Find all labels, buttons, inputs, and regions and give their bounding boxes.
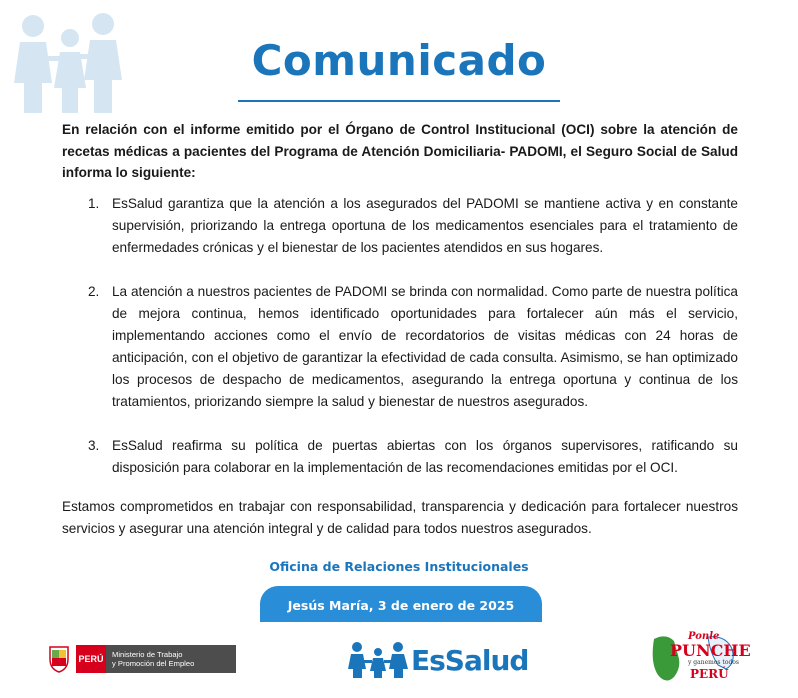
punche-sub: y ganemos todos bbox=[688, 659, 739, 666]
essalud-family-icon bbox=[347, 641, 409, 679]
ministry-logo bbox=[48, 644, 236, 674]
list-item-text: La atención a nuestros pacientes de PADOMI se brinda con normalidad. Como parte de nuestra política de mejora continua, hemos identificado oportunidades para fortalecer aún más el servicio, implementando acciones como el envío de recordatorios de visitas médicas con 24 horas de anticipación, con el objetivo de garantizar la efectividad de cada consulta. Asimismo, se han optimizado los procesos de despacho de medicamentos, asegurando la entrega oportuna y continua de los tratamientos, priorizando siempre la salud y bienestar de nuestros asegurados. bbox=[112, 284, 738, 409]
numbered-list bbox=[62, 193, 738, 501]
title-underline bbox=[238, 100, 560, 102]
essalud-wordmark: EsSalud bbox=[411, 643, 529, 677]
list-item bbox=[62, 281, 738, 413]
date-band: Jesús María, 3 de enero de 2025 bbox=[260, 586, 542, 622]
list-item-number: 3. bbox=[88, 438, 100, 453]
list-item-number: 1. bbox=[88, 196, 100, 211]
closing-paragraph: Estamos comprometidos en trabajar con responsabilidad, transparencia y dedicación para fortalecer nuestros servicios y asegurar una atención integral y de calidad para todos nuestros asegurados. bbox=[62, 499, 738, 536]
list-item bbox=[62, 435, 738, 479]
punche-main: PUNCHE bbox=[670, 641, 751, 660]
list-item-number: 2. bbox=[88, 284, 100, 299]
page-title: Comunicado bbox=[251, 36, 547, 85]
ministry-line-1: Ministerio de Trabajo bbox=[112, 650, 183, 659]
essalud-logo bbox=[347, 641, 528, 679]
list-item-text: EsSalud reafirma su política de puertas abiertas con los órganos supervisores, ratificando su disposición para colaborar en la implementación de las recomendaciones emitidas por el OCI. bbox=[112, 438, 738, 475]
intro-paragraph: En relación con el informe emitido por el Órgano de Control Institucional (OCI) sobre la atención de recetas médicas a pacientes del Programa de Atención Domiciliaria- PADOMI, el Seguro Social de Salud informa lo siguiente: bbox=[62, 122, 738, 180]
ministry-name bbox=[106, 645, 236, 673]
ministry-line-2: y Promoción del Empleo bbox=[112, 659, 195, 668]
punche-bottom: PERÚ bbox=[690, 667, 729, 681]
office-name: Oficina de Relaciones Institucionales bbox=[269, 559, 529, 574]
punche-top: Ponle bbox=[688, 631, 720, 642]
peru-shield-icon bbox=[48, 645, 70, 673]
list-item-text: EsSalud garantiza que la atención a los asegurados del PADOMI se mantiene activa y en constante supervisión, priorizando la entrega oportuna de los medicamentos esenciales para el tratamiento de enfermedades crónicas y el bienestar de los pacientes atendidos en sus hogares. bbox=[112, 196, 738, 255]
peru-label: PERÚ bbox=[76, 645, 106, 673]
ponle-punche-logo bbox=[648, 629, 751, 687]
list-item bbox=[62, 193, 738, 259]
